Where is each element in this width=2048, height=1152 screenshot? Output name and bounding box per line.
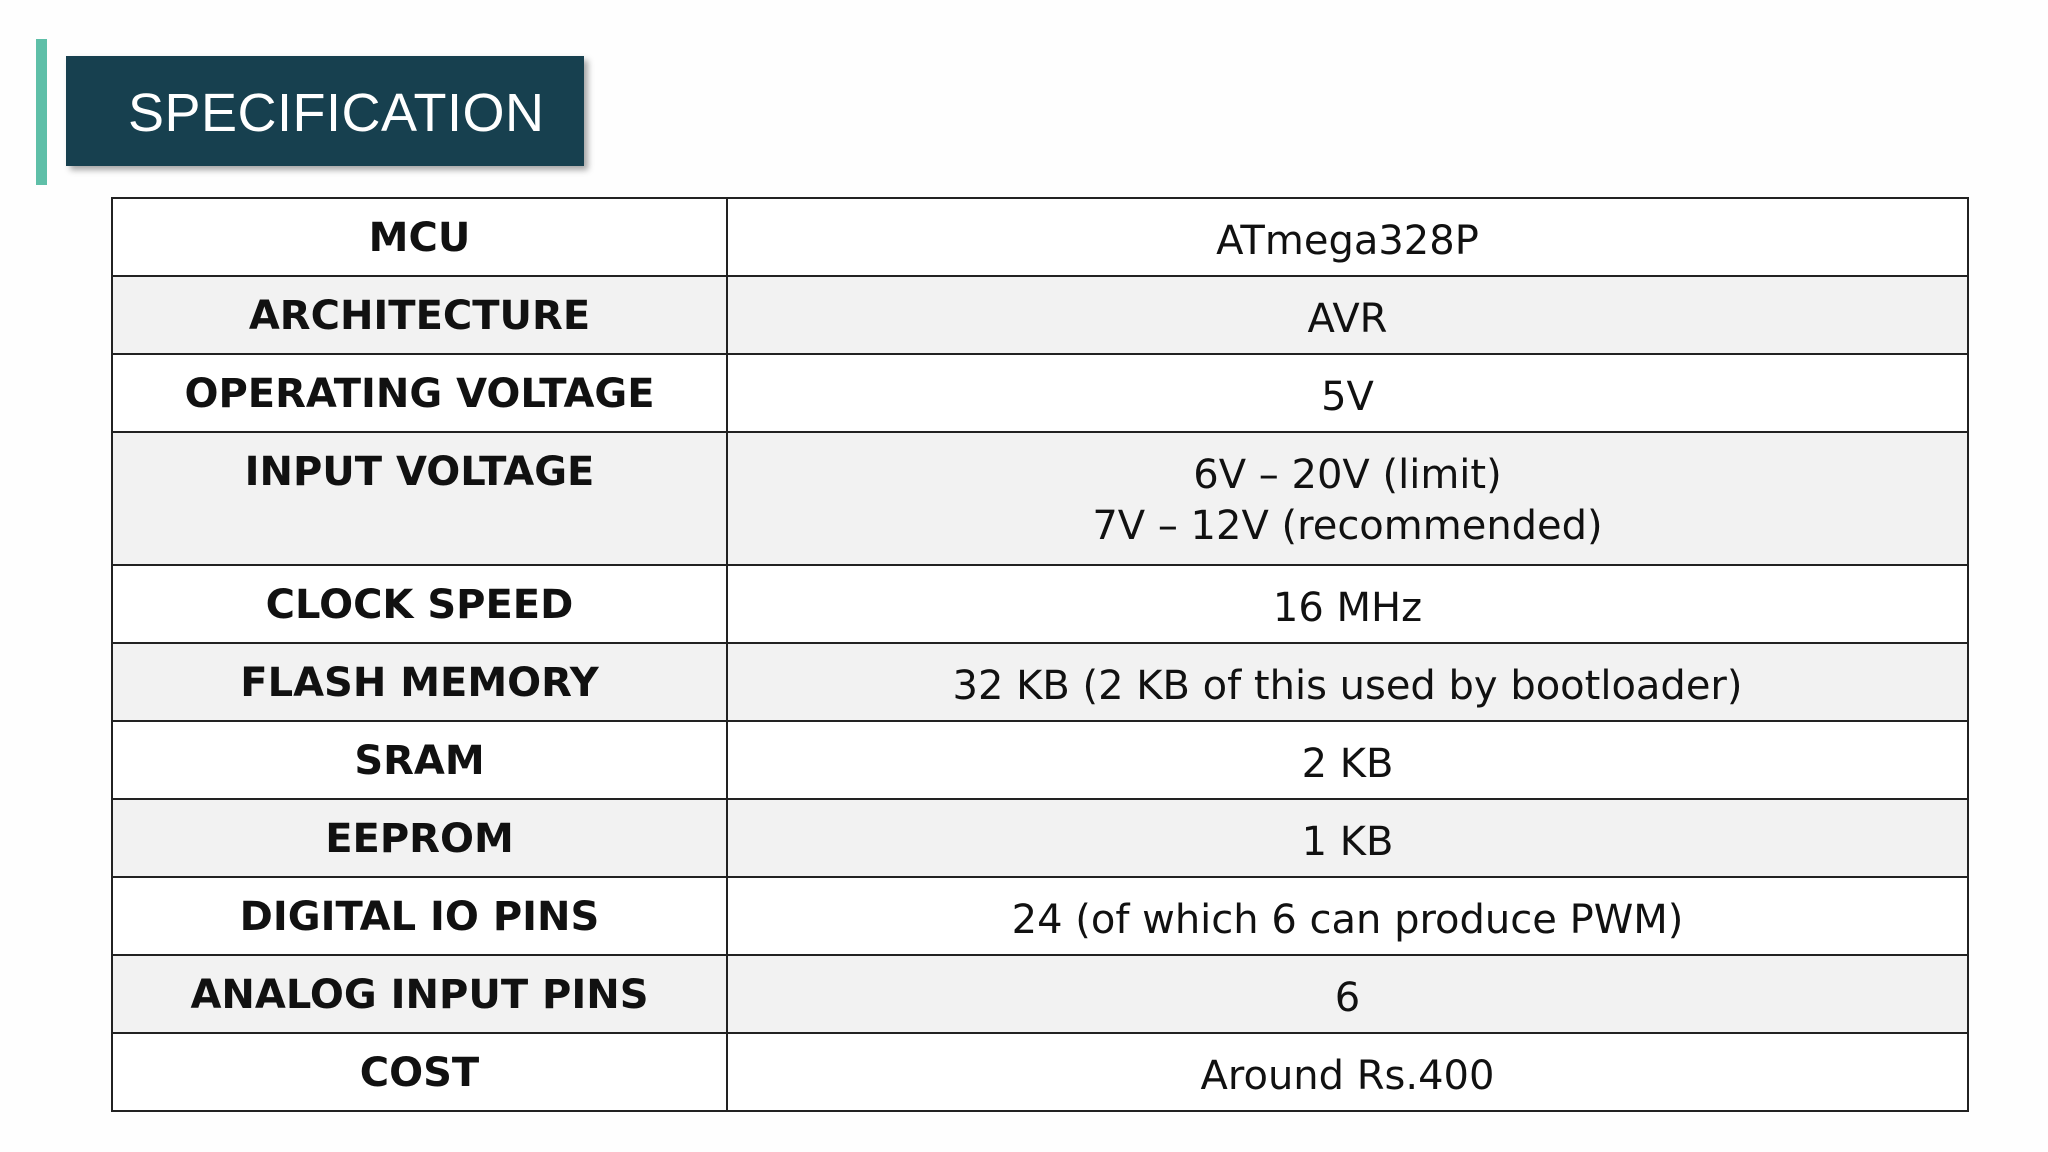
table-row [112, 721, 1968, 799]
spec-value: AVR [727, 276, 1968, 354]
table-row [112, 643, 1968, 721]
spec-value: 24 (of which 6 can produce PWM) [727, 877, 1968, 955]
spec-value: 6 [727, 955, 1968, 1033]
table-row [112, 198, 1968, 276]
spec-value: 1 KB [727, 799, 1968, 877]
spec-label: SRAM [112, 721, 727, 799]
spec-label: ARCHITECTURE [112, 276, 727, 354]
spec-value: Around Rs.400 [727, 1033, 1968, 1111]
spec-value: ATmega328P [727, 198, 1968, 276]
spec-label: OPERATING VOLTAGE [112, 354, 727, 432]
spec-value: 2 KB [727, 721, 1968, 799]
spec-label: INPUT VOLTAGE [112, 432, 727, 565]
spec-label: MCU [112, 198, 727, 276]
spec-label: CLOCK SPEED [112, 565, 727, 643]
spec-label: COST [112, 1033, 727, 1111]
title-accent-bar [36, 39, 47, 185]
specification-table [111, 197, 1969, 1112]
table-row [112, 565, 1968, 643]
table-row [112, 1033, 1968, 1111]
spec-label: ANALOG INPUT PINS [112, 955, 727, 1033]
spec-value: 16 MHz [727, 565, 1968, 643]
spec-label: FLASH MEMORY [112, 643, 727, 721]
table-row [112, 877, 1968, 955]
spec-value: 6V – 20V (limit) 7V – 12V (recommended) [727, 432, 1968, 565]
title-box [66, 56, 584, 166]
spec-label: EEPROM [112, 799, 727, 877]
spec-value: 5V [727, 354, 1968, 432]
table-row [112, 354, 1968, 432]
table-row [112, 955, 1968, 1033]
spec-label: DIGITAL IO PINS [112, 877, 727, 955]
table-row [112, 276, 1968, 354]
slide-title: SPECIFICATION [128, 83, 545, 143]
table-row [112, 799, 1968, 877]
spec-value: 32 KB (2 KB of this used by bootloader) [727, 643, 1968, 721]
table-row [112, 432, 1968, 565]
